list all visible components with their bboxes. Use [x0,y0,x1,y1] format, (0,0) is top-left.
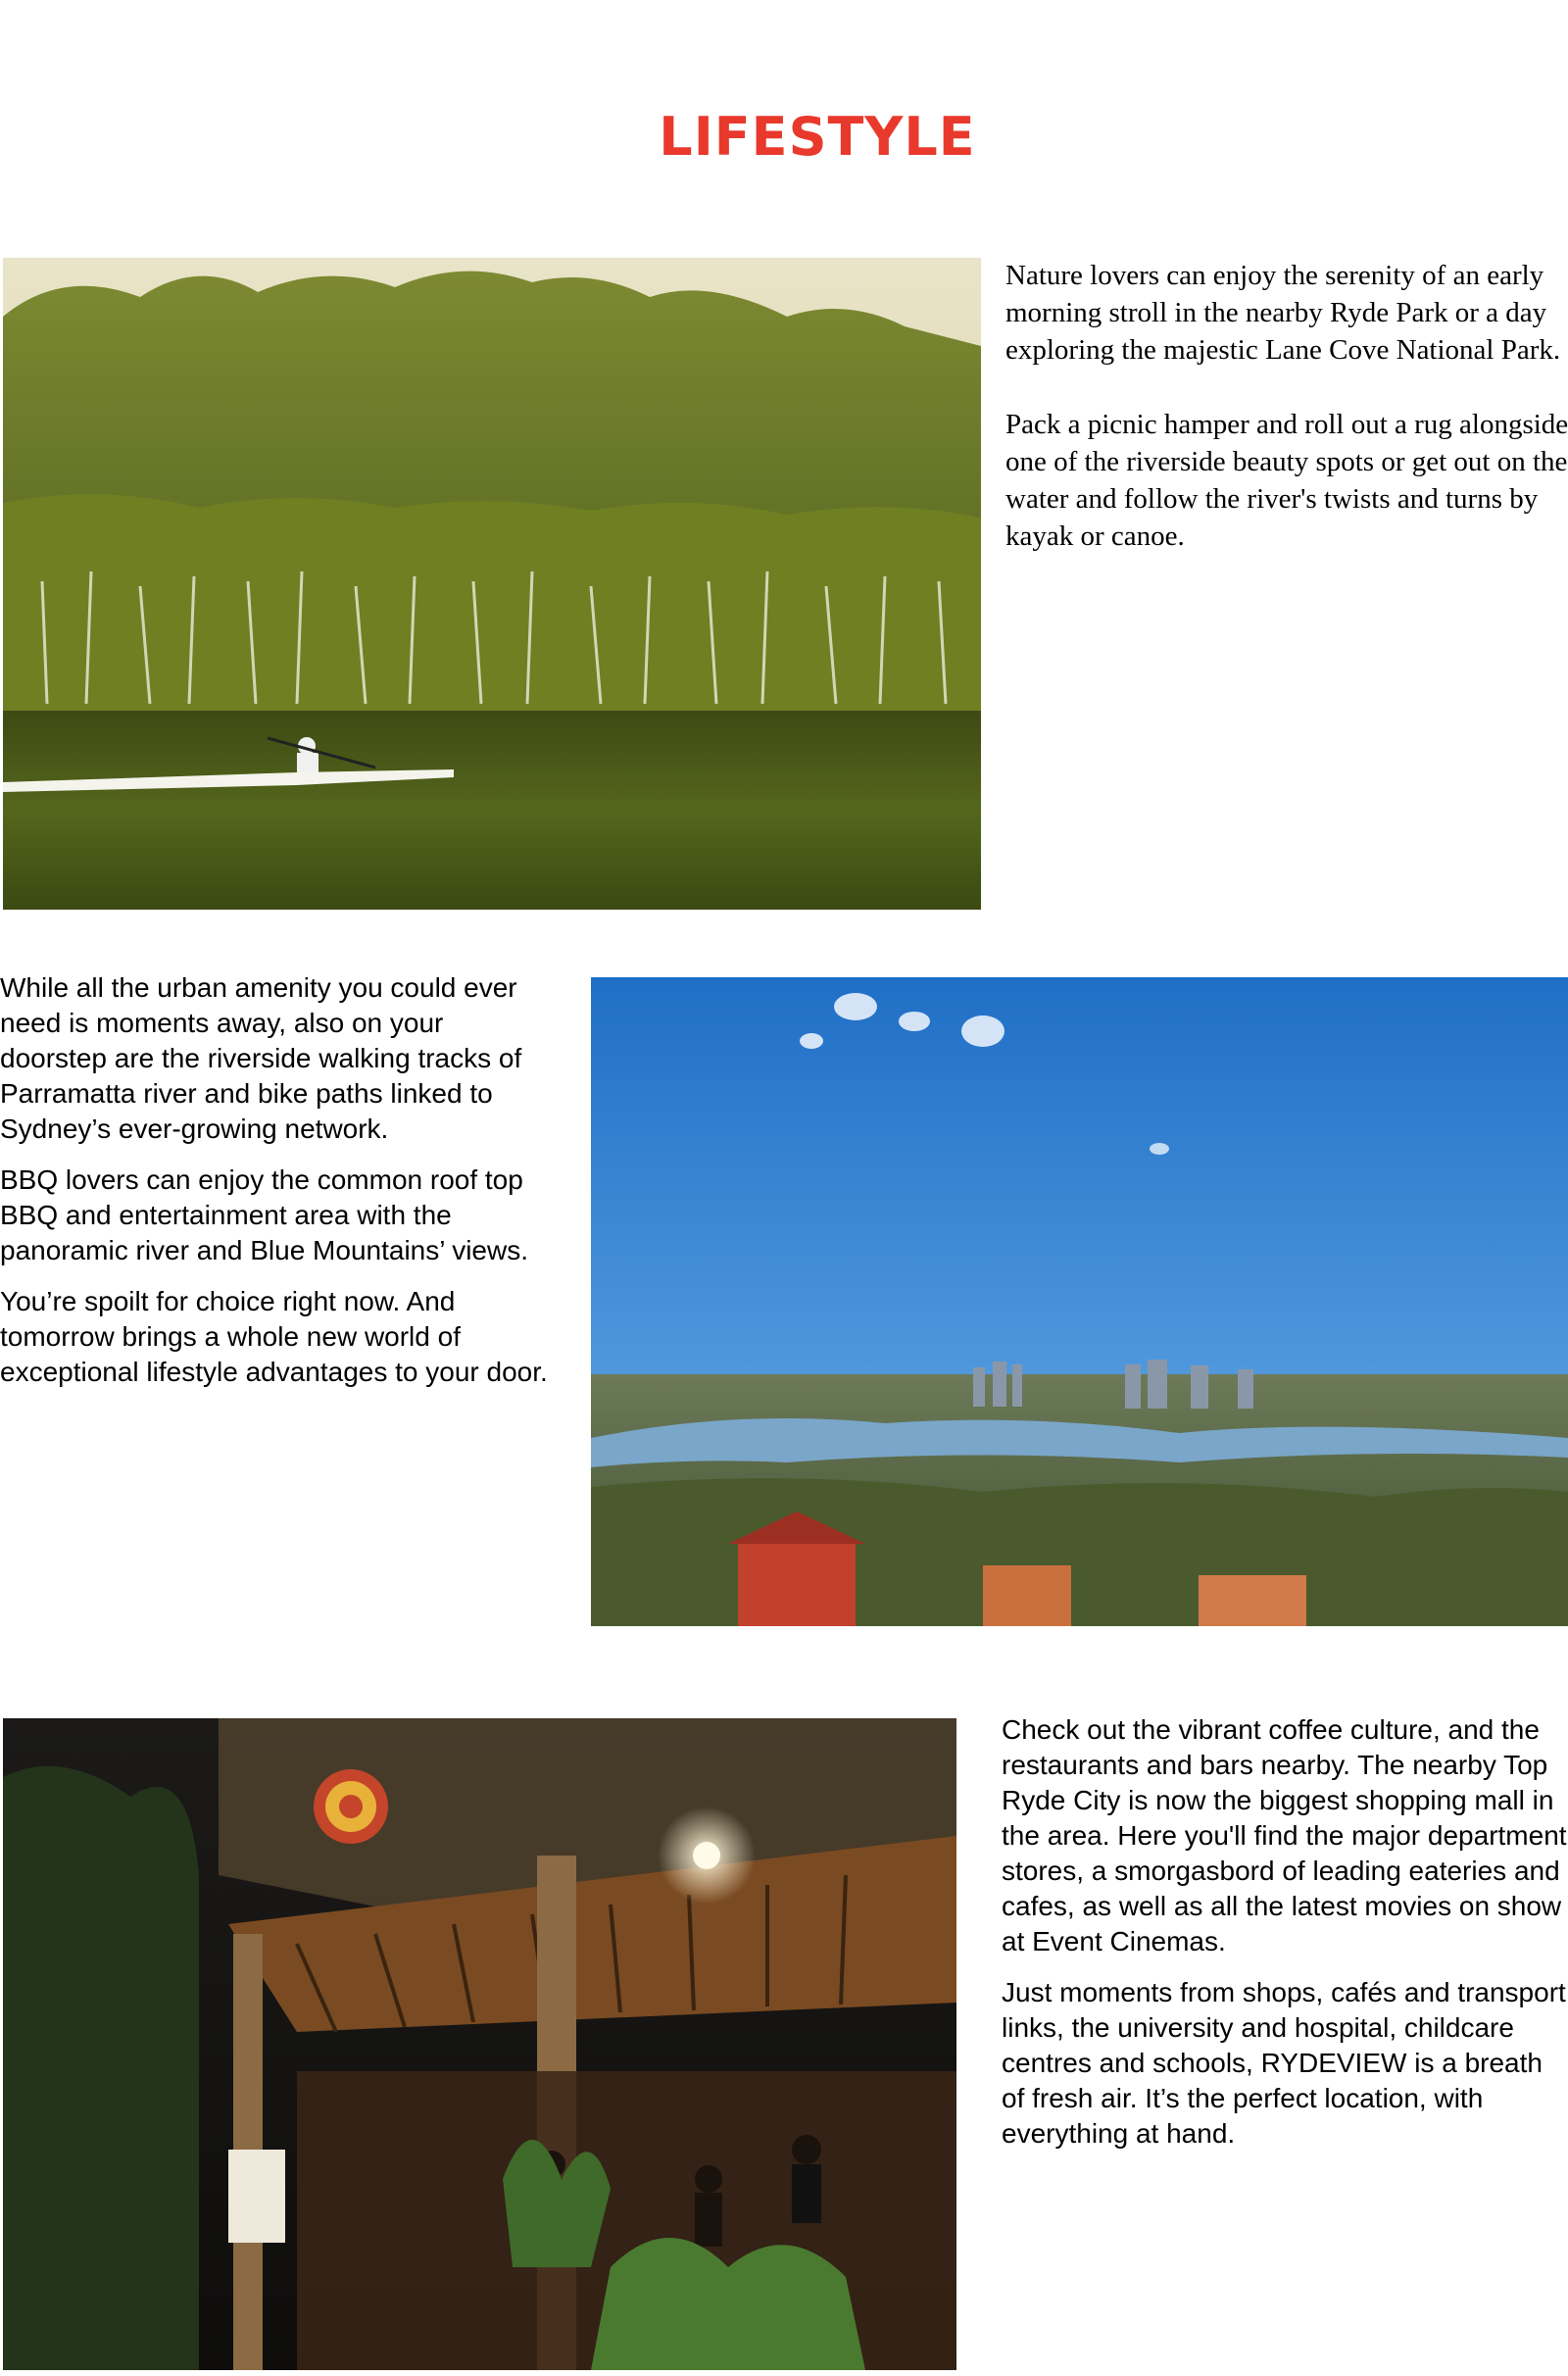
urban-paragraph: You’re spoilt for choice right now. And tomorrow brings a whole new world of exceptional lifestyle advantages to your door. [0,1286,548,1387]
urban-paragraph: BBQ lovers can enjoy the common roof top BBQ and entertainment area with the panoramic river and Blue Mountains’ views. [0,1164,528,1265]
shops-paragraph: Check out the vibrant coffee culture, and the restaurants and bars nearby. The nearby Top Ryde City is now the biggest shopping mall in the area. Here you'll find the major department stores, a smorgasbord of leading eateries and cafes, as well as all the latest movies on show at Event Cinemas. [1002,1714,1567,1956]
page-title: LIFESTYLE [659,106,976,168]
urban-paragraph: While all the urban amenity you could ever need is moments away, also on your doorstep are the riverside walking tracks of Parramatta river and bike paths linked to Sydney’s ever-growing network. [0,972,522,1144]
restaurant-night-photo [3,1718,956,2370]
forest-river-rowing-photo [3,258,981,910]
shops-section-text [1002,1712,1568,2152]
nature-paragraph: Pack a picnic hamper and roll out a rug alongside one of the riverside beauty spots or get out on the water and follow the river's twists and turns by kayak or canoe. [1005,409,1568,552]
nature-paragraph: Nature lovers can enjoy the serenity of an early morning stroll in the nearby Ryde Park or a day exploring the majestic Lane Cove National Park. [1005,260,1561,366]
urban-section-text [0,970,549,1390]
city-river-skyline-photo [591,977,1568,1626]
shops-paragraph: Just moments from shops, cafés and transport links, the university and hospital, childcare centres and schools, RYDEVIEW is a breath of fresh air. It’s the perfect location, with everything at hand. [1002,1977,1566,2149]
nature-section-text [1005,257,1568,555]
